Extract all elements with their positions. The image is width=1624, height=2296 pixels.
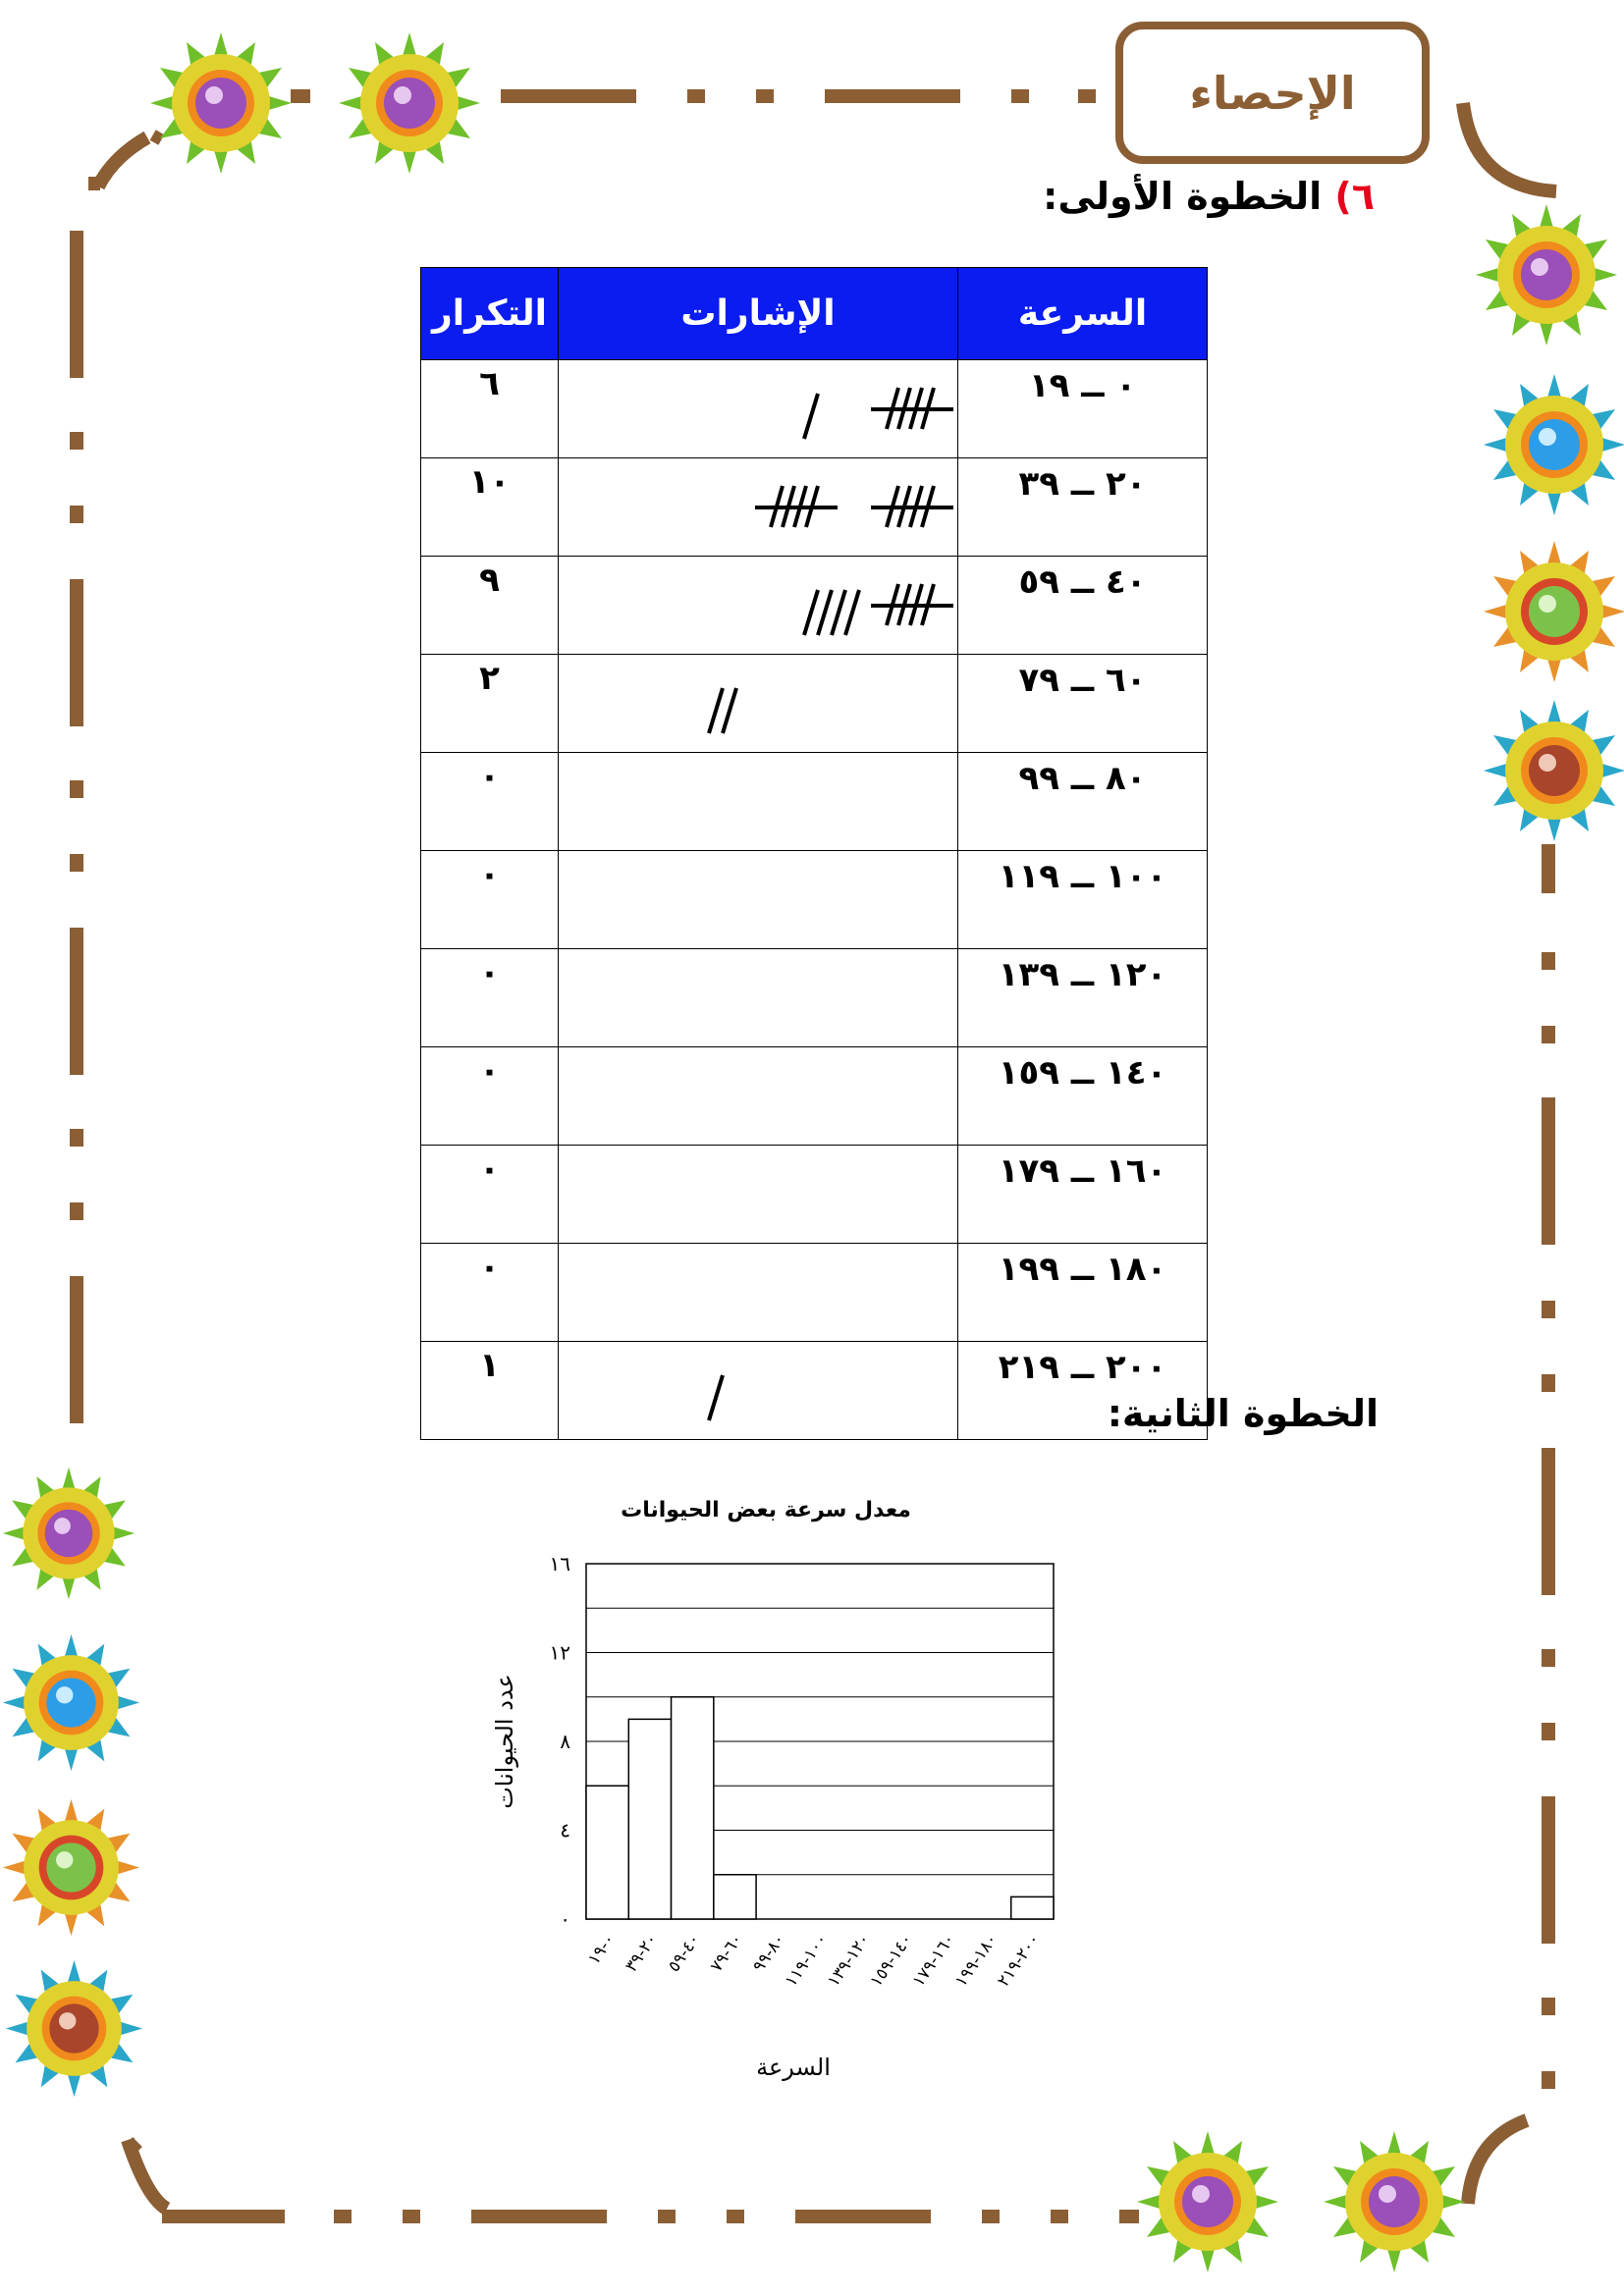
flower-icon: [336, 29, 483, 177]
tally-cell: [559, 655, 958, 753]
tally-cell: [559, 1244, 958, 1342]
tally-cell: [559, 1342, 958, 1440]
table-row: [421, 1342, 1208, 1440]
tally-cell: [559, 949, 958, 1047]
speed-range-cell: ٨٠ ــ ٩٩: [958, 753, 1208, 851]
y-tick-label: ١٢: [549, 1640, 570, 1665]
tally-marks: [559, 1342, 957, 1433]
flower-icon: [0, 1465, 137, 1602]
step-two-label: الخطوة الثانية:: [1107, 1392, 1379, 1435]
flower-icon: [1481, 371, 1624, 518]
flower-icon: [1134, 2128, 1281, 2275]
speed-range-cell: ٠ ــ ١٩: [958, 360, 1208, 458]
frequency-cell: ٠: [421, 1146, 559, 1244]
x-tick-label: ١٨٠-١٩٩: [950, 1930, 1002, 1991]
x-tick-label: ٢٠-٣٩: [622, 1930, 663, 1976]
speed-range-cell: ٤٠ ــ ٥٩: [958, 557, 1208, 655]
tally-cell: [559, 360, 958, 458]
speed-range-cell: ١٢٠ ــ ١٣٩: [958, 949, 1208, 1047]
step-two-heading: [1108, 1392, 1379, 1435]
bar: [714, 1875, 756, 1919]
frequency-cell: ١: [421, 1342, 559, 1440]
x-tick-label: ٢٠٠-٢١٩: [994, 1930, 1045, 1991]
flower-icon: [0, 1631, 142, 1774]
frequency-table: [420, 267, 1208, 1440]
table-header-row: [421, 268, 1208, 360]
speed-range-cell: ١٨٠ ــ ١٩٩: [958, 1244, 1208, 1342]
tally-stroke: [845, 590, 859, 635]
frequency-cell: ٠: [421, 1244, 559, 1342]
table-row: [421, 557, 1208, 655]
speed-range-cell: ٢٠٠ ــ ٢١٩: [958, 1342, 1208, 1440]
tally-stroke: [723, 688, 736, 733]
bar: [628, 1719, 671, 1919]
y-tick-label: ٤: [560, 1818, 570, 1842]
y-axis-label: عدد الحيوانات: [491, 1674, 518, 1809]
frequency-cell: ٠: [421, 851, 559, 949]
speed-range-cell: ١٤٠ ــ ١٥٩: [958, 1047, 1208, 1146]
tally-marks: [559, 458, 957, 550]
table-row: [421, 753, 1208, 851]
step-one-heading: [1043, 175, 1375, 218]
tally-cell: [559, 851, 958, 949]
bar: [672, 1697, 714, 1919]
tally-marks: [559, 655, 957, 746]
x-tick-label: ١٠٠-١١٩: [781, 1930, 833, 1991]
title-box: [1115, 22, 1430, 164]
tally-marks: [559, 360, 957, 452]
table-row: [421, 655, 1208, 753]
tally-cell: [559, 1146, 958, 1244]
speed-range-cell: ٢٠ ــ ٣٩: [958, 458, 1208, 557]
frequency-cell: ٩: [421, 557, 559, 655]
y-tick-label: ٠: [560, 1907, 570, 1931]
tally-stroke: [804, 394, 818, 439]
flower-icon: [1481, 538, 1624, 685]
bar: [1011, 1896, 1054, 1919]
flower-icon: [3, 1957, 145, 2100]
x-tick-label: ١٢٠-١٣٩: [824, 1930, 875, 1991]
flower-icon: [0, 1796, 142, 1939]
x-tick-label: ٦٠-٧٩: [706, 1930, 747, 1976]
frequency-cell: ٠: [421, 1047, 559, 1146]
step-one-label: الخطوة الأولى:: [1043, 175, 1323, 218]
table-row: [421, 851, 1208, 949]
x-tick-label: ٨٠-٩٩: [748, 1930, 789, 1976]
speed-range-cell: ٦٠ ــ ٧٩: [958, 655, 1208, 753]
y-tick-label: ٨: [560, 1730, 570, 1753]
table-row: [421, 1244, 1208, 1342]
table-row: [421, 949, 1208, 1047]
tally-stroke: [709, 688, 723, 733]
x-tick-label: ١٤٠-١٥٩: [866, 1930, 917, 1991]
chart-title: معدل سرعة بعض الحيوانات: [621, 1498, 911, 1522]
header-tally: الإشارات: [559, 268, 958, 360]
flower-icon: [1321, 2128, 1468, 2275]
header-frequency: التكرار: [421, 268, 559, 360]
flower-icon: [1473, 201, 1620, 348]
tally-stroke: [709, 1375, 723, 1420]
frequency-cell: ٦: [421, 360, 559, 458]
tally-marks: [559, 557, 957, 648]
flower-icon: [1481, 697, 1624, 844]
x-tick-label: ١٦٠-١٧٩: [908, 1930, 959, 1991]
speed-range-cell: ١٠٠ ــ ١١٩: [958, 851, 1208, 949]
tally-stroke: [818, 590, 832, 635]
y-tick-label: ١٦: [549, 1552, 570, 1575]
tally-cell: [559, 1047, 958, 1146]
speed-range-cell: ١٦٠ ــ ١٧٩: [958, 1146, 1208, 1244]
frequency-cell: ٢: [421, 655, 559, 753]
table-row: [421, 1047, 1208, 1146]
bar-chart: [461, 1472, 1090, 2110]
table-row: [421, 458, 1208, 557]
bar: [586, 1786, 628, 1919]
frequency-cell: ٠: [421, 949, 559, 1047]
table-row: [421, 1146, 1208, 1244]
x-axis-label: السرعة: [756, 2054, 831, 2081]
tally-cell: [559, 557, 958, 655]
x-tick-label: ٠-١٩: [584, 1930, 620, 1969]
tally-cell: [559, 753, 958, 851]
frequency-cell: ١٠: [421, 458, 559, 557]
header-speed: السرعة: [958, 268, 1208, 360]
tally-cell: [559, 458, 958, 557]
frequency-cell: ٠: [421, 753, 559, 851]
question-number: ٦): [1334, 175, 1375, 218]
page-title: الإحصاء: [1189, 66, 1356, 120]
tally-stroke: [804, 590, 818, 635]
table-row: [421, 360, 1208, 458]
tally-stroke: [832, 590, 845, 635]
flower-icon: [147, 29, 295, 177]
x-tick-label: ٤٠-٥٩: [664, 1930, 705, 1976]
